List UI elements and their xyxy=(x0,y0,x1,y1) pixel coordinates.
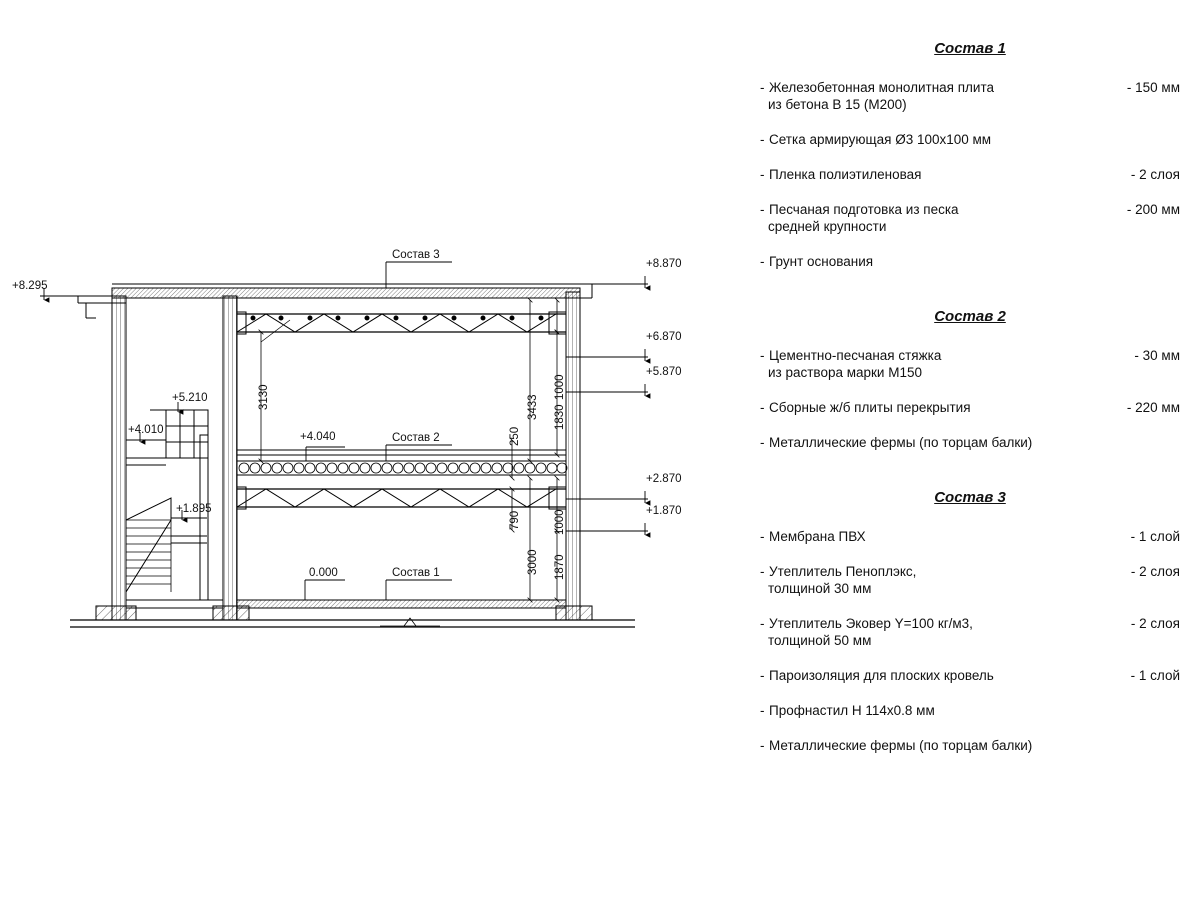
legend-item-text: Утеплитель Эковер Y=100 кг/м3, xyxy=(769,616,973,631)
legend-item-text: Пароизоляция для плоских кровель xyxy=(769,668,994,683)
legend-item-value: - 220 мм xyxy=(1126,400,1180,415)
legend-item-text-line2: толщиной 50 мм xyxy=(768,633,872,648)
legend-title-sostav-1: Состав 1 xyxy=(934,40,1006,57)
legend-item-value: - 1 слой xyxy=(1130,668,1180,683)
legend-item-text: Сборные ж/б плиты перекрытия xyxy=(769,400,971,415)
elevation-4010: +4.010 xyxy=(128,424,164,436)
elevation-1895: +1.895 xyxy=(176,503,212,515)
legend-row: - Сетка армирующая Ø3 100x100 мм xyxy=(760,132,992,147)
legend-item-text-line2: средней крупности xyxy=(768,219,887,234)
legend-block-sostav-1 xyxy=(760,40,1180,270)
legend-title-sostav-2: Состав 2 xyxy=(934,308,1006,325)
elevation-0000: 0.000 xyxy=(309,567,338,579)
legend-item-text: Мембрана ПВХ xyxy=(769,529,866,544)
legend-row: - Пленка полиэтиленовая - 2 слоя xyxy=(760,167,1180,182)
dimension-1870: 1870 xyxy=(554,554,566,580)
legend-item-text: Пленка полиэтиленовая xyxy=(769,167,922,182)
legend-row: - Утеплитель Эковер Y=100 кг/м3, толщиной 50 мм - 2 слоя xyxy=(760,616,1180,648)
legend-item-text: Профнастил Н 114х0.8 мм xyxy=(769,703,935,718)
legend-item-value: - 2 слоя xyxy=(1130,564,1180,579)
legend-item-text: Металлические фермы (по торцам балки) xyxy=(769,738,1033,753)
dimension-250: 250 xyxy=(509,426,521,446)
legend-item-text: Песчаная подготовка из песка xyxy=(769,202,959,217)
legend-item-text-line2: толщиной 30 мм xyxy=(768,581,872,596)
dimension-1000-upper: 1000 xyxy=(554,374,566,400)
legend-row: - Грунт основания xyxy=(760,254,874,269)
elevation-6870: +6.870 xyxy=(646,331,682,343)
legend-row: - Сборные ж/б плиты перекрытия - 220 мм xyxy=(760,400,1180,415)
callout-sostav-2: Состав 2 xyxy=(392,432,440,444)
legend-title-sostav-3: Состав 3 xyxy=(934,489,1006,506)
elevation-8870: +8.870 xyxy=(646,258,682,270)
legend-row: - Мембрана ПВХ - 1 слой xyxy=(760,529,1180,544)
legend-row: - Металлические фермы (по торцам балки) xyxy=(760,435,1033,450)
legend-item-value: - 2 слоя xyxy=(1130,616,1180,631)
legend-row: - Пароизоляция для плоских кровель - 1 слой xyxy=(760,668,1180,683)
legend-item-value: - 30 мм xyxy=(1134,348,1180,363)
legend-item-value: - 2 слоя xyxy=(1130,167,1180,182)
legend-item-value: - 150 мм xyxy=(1126,80,1180,95)
elevation-8295: +8.295 xyxy=(12,280,48,292)
elevation-5210: +5.210 xyxy=(172,392,208,404)
legend-row: - Утеплитель Пеноплэкс, толщиной 30 мм - 2 слоя xyxy=(760,564,1180,596)
legend-item-text: Сетка армирующая Ø3 100x100 мм xyxy=(769,132,992,147)
legend-item-text: Грунт основания xyxy=(769,254,874,269)
dimension-790: 790 xyxy=(509,510,521,530)
callout-sostav-3: Состав 3 xyxy=(392,249,440,261)
elevation-4040: +4.040 xyxy=(300,431,336,443)
dimension-3000: 3000 xyxy=(527,549,539,575)
specifications-legend xyxy=(760,40,1180,772)
legend-block-sostav-3 xyxy=(760,489,1180,754)
legend-row: - Песчаная подготовка из песка средней крупности - 200 мм xyxy=(760,202,1180,234)
legend-item-text: Цементно-песчаная стяжка xyxy=(769,348,942,363)
legend-item-value: - 1 слой xyxy=(1130,529,1180,544)
legend-item-value: - 200 мм xyxy=(1126,202,1180,217)
elevation-1870: +1.870 xyxy=(646,505,682,517)
legend-item-text: Железобетонная монолитная плита xyxy=(769,80,995,95)
legend-item-text-line2: из раствора марки М150 xyxy=(768,365,922,380)
legend-row: - Железобетонная монолитная плита из бетона В 15 (М200) - 150 мм xyxy=(760,80,1180,112)
dimension-1000-lower: 1000 xyxy=(554,509,566,535)
legend-row: - Цементно-песчаная стяжка из раствора марки М150 - 30 мм xyxy=(760,348,1180,380)
callout-sostav-1: Состав 1 xyxy=(392,567,440,579)
legend-item-text-line2: из бетона В 15 (М200) xyxy=(768,97,907,112)
elevation-2870: +2.870 xyxy=(646,473,682,485)
legend-row: - Металлические фермы (по торцам балки) xyxy=(760,738,1033,753)
legend-block-sostav-2 xyxy=(760,308,1180,451)
legend-row: - Профнастил Н 114х0.8 мм xyxy=(760,703,935,718)
legend-item-text: Металлические фермы (по торцам балки) xyxy=(769,435,1033,450)
dimension-3433: 3433 xyxy=(527,394,539,420)
dimension-3130: 3130 xyxy=(258,384,270,410)
legend-item-text: Утеплитель Пеноплэкс, xyxy=(769,564,917,579)
dimension-1830: 1830 xyxy=(554,404,566,430)
elevation-5870: +5.870 xyxy=(646,366,682,378)
